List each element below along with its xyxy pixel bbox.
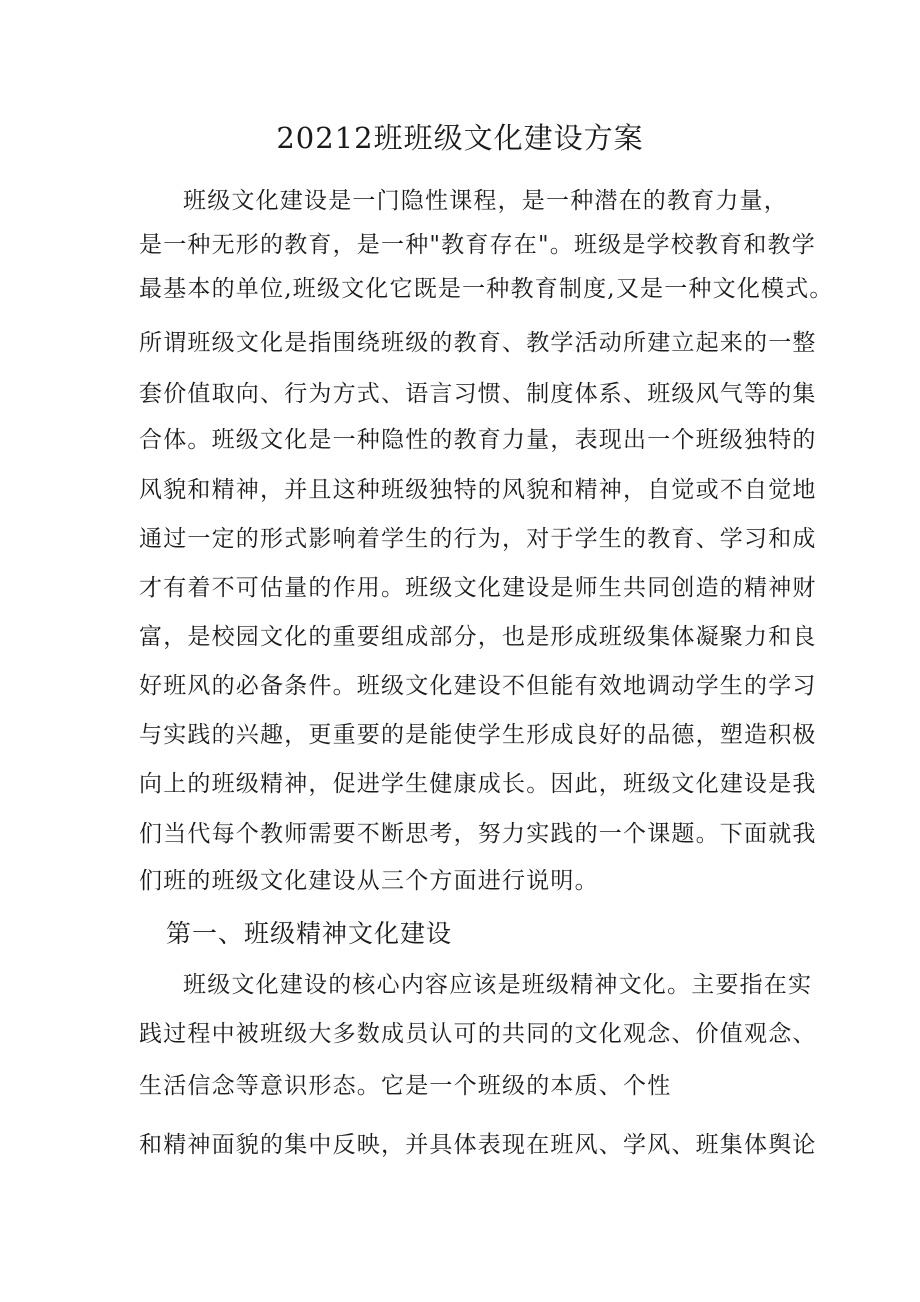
paragraph-line: 班级文化建设是一门隐性课程，是一种潜在的教育力量， (183, 188, 788, 214)
paragraph-line: 通过一定的形式影响着学生的行为，对于学生的教育、学习和成 (139, 526, 817, 552)
paragraph-line: 最基本的单位,班级文化它既是一种教育制度,又是一种文化模式。 (139, 276, 834, 302)
paragraph-line: 们班的班级文化建设从三个方面进行说明。 (139, 868, 599, 894)
paragraph-line: 好班风的必备条件。班级文化建设不但能有效地调动学生的学习 (139, 673, 817, 699)
paragraph-line: 践过程中被班级大多数成员认可的共同的文化观念、价值观念、 (139, 1021, 817, 1047)
paragraph-line: 们当代每个教师需要不断思考，努力实践的一个课题。下面就我 (139, 821, 817, 847)
paragraph-line: 和精神面貌的集中反映，并具体表现在班风、学风、班集体舆论 (139, 1132, 817, 1158)
paragraph-line: 风貌和精神，并且这种班级独特的风貌和精神，自觉或不自觉地 (139, 477, 817, 503)
paragraph-line: 生活信念等意识形态。它是一个班级的本质、个性 (139, 1073, 672, 1099)
paragraph-line: 班级文化建设的核心内容应该是班级精神文化。主要指在实 (183, 972, 813, 998)
paragraph-line: 向上的班级精神，促进学生健康成长。因此，班级文化建设是我 (139, 771, 817, 797)
paragraph-line: 与实践的兴趣，更重要的是能使学生形成良好的品德，塑造积极 (139, 722, 817, 748)
document-title: 20212班班级文化建设方案 (276, 121, 644, 155)
paragraph-line: 才有着不可估量的作用。班级文化建设是师生共同创造的精神财 (139, 575, 817, 601)
paragraph-line: 所谓班级文化是指围绕班级的教育、教学活动所建立起来的一整 (139, 330, 817, 356)
paragraph-line: 合体。班级文化是一种隐性的教育力量，表现出一个班级独特的 (139, 427, 817, 453)
section-heading: 第一、班级精神文化建设 (166, 919, 453, 948)
paragraph-line: 套价值取向、行为方式、语言习惯、制度体系、班级风气等的集 (139, 381, 817, 407)
paragraph-line: 是一种无形的教育，是一种"教育存在"。班级是学校教育和教学 (139, 232, 816, 258)
paragraph-line: 富，是校园文化的重要组成部分，也是形成班级集体凝聚力和良 (139, 624, 817, 650)
